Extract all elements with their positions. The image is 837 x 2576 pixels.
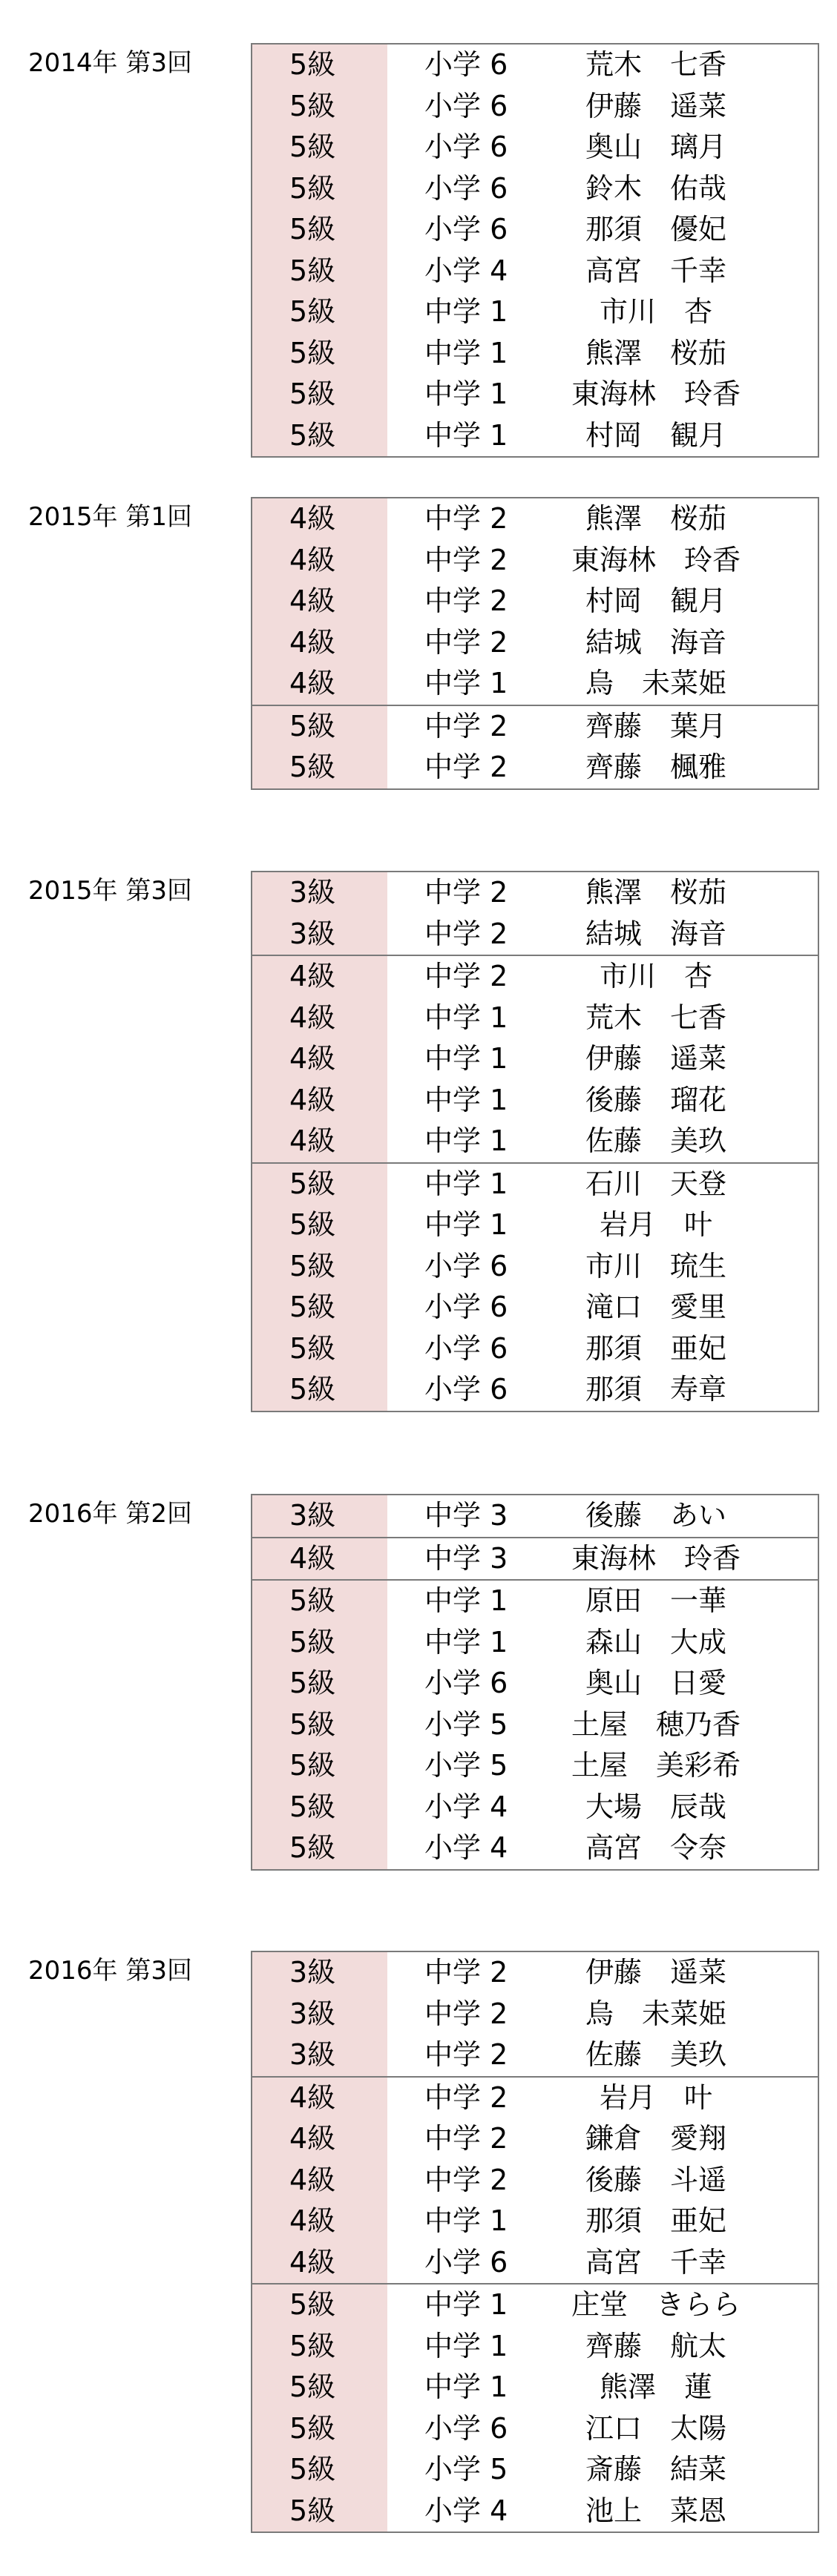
grade-cell: 小学 6 bbox=[424, 1249, 508, 1282]
table-row bbox=[252, 998, 818, 1039]
level-group bbox=[252, 1579, 818, 1869]
name-cell: 奥山 璃月 bbox=[585, 131, 726, 163]
grade-cell: 小学 5 bbox=[424, 1749, 508, 1782]
level-group bbox=[252, 1162, 818, 1411]
name-cell: 齊藤 楓雅 bbox=[585, 751, 726, 783]
name-cell: 鎌倉 愛翔 bbox=[585, 2122, 726, 2155]
grade-cell: 小学 4 bbox=[424, 2494, 508, 2527]
table-row bbox=[252, 2118, 818, 2160]
grade-cell: 中学 1 bbox=[424, 1208, 508, 1241]
name-cell: 石川 天登 bbox=[585, 1167, 726, 1200]
table-row bbox=[252, 498, 818, 540]
name-cell: 池上 菜恩 bbox=[585, 2494, 726, 2527]
table-row bbox=[252, 374, 818, 415]
name-cell: 熊澤 桜茄 bbox=[585, 876, 726, 909]
level-cell: 5級 bbox=[252, 2408, 387, 2450]
level-cell: 5級 bbox=[252, 706, 387, 748]
grade-cell: 中学 1 bbox=[424, 1584, 508, 1617]
table-row bbox=[252, 2201, 818, 2242]
name-cell: 土屋 穂乃香 bbox=[571, 1707, 741, 1741]
table-row bbox=[252, 251, 818, 292]
table-row bbox=[252, 2367, 818, 2408]
grade-cell: 小学 6 bbox=[424, 1291, 508, 1323]
name-cell: 伊藤 遥菜 bbox=[585, 1042, 726, 1075]
grade-cell: 小学 6 bbox=[424, 213, 508, 246]
level-cell: 3級 bbox=[252, 872, 387, 914]
name-cell: 那須 寿章 bbox=[585, 1373, 726, 1406]
table-row bbox=[252, 1369, 818, 1411]
level-cell: 5級 bbox=[252, 2449, 387, 2491]
grade-cell: 中学 2 bbox=[424, 1956, 508, 1989]
grade-cell: 中学 1 bbox=[424, 1042, 508, 1075]
table-row bbox=[252, 914, 818, 955]
name-cell: 伊藤 遥菜 bbox=[585, 1956, 726, 1989]
level-cell: 5級 bbox=[252, 1704, 387, 1746]
level-cell: 4級 bbox=[252, 540, 387, 582]
level-cell: 5級 bbox=[252, 168, 387, 210]
grade-cell: 中学 2 bbox=[424, 584, 508, 617]
name-cell: 森山 大成 bbox=[585, 1625, 726, 1658]
grade-cell: 中学 2 bbox=[424, 2122, 508, 2155]
level-cell: 4級 bbox=[252, 956, 387, 998]
level-group bbox=[252, 45, 818, 456]
table-row bbox=[252, 291, 818, 333]
table-row bbox=[252, 1287, 818, 1328]
level-group bbox=[252, 872, 818, 955]
grade-cell: 中学 1 bbox=[424, 1124, 508, 1157]
name-cell: 烏 未菜姫 bbox=[585, 667, 726, 699]
grade-cell: 中学 1 bbox=[424, 378, 508, 410]
grade-cell: 小学 6 bbox=[424, 131, 508, 163]
level-cell: 5級 bbox=[252, 1246, 387, 1288]
table-row bbox=[252, 415, 818, 457]
level-cell: 4級 bbox=[252, 998, 387, 1039]
name-cell: 村岡 観月 bbox=[585, 418, 726, 452]
grade-cell: 中学 2 bbox=[424, 751, 508, 783]
name-cell: 斎藤 結菜 bbox=[585, 2453, 726, 2486]
name-cell: 伊藤 遥菜 bbox=[585, 89, 726, 122]
level-cell: 5級 bbox=[252, 1328, 387, 1370]
level-cell: 5級 bbox=[252, 1622, 387, 1664]
level-cell: 5級 bbox=[252, 1287, 387, 1328]
level-cell: 4級 bbox=[252, 581, 387, 622]
table-row bbox=[252, 1704, 818, 1746]
grade-cell: 中学 1 bbox=[424, 1083, 508, 1116]
grade-cell: 中学 1 bbox=[424, 1167, 508, 1200]
table-row bbox=[252, 1205, 818, 1246]
table-row bbox=[252, 622, 818, 664]
name-cell: 熊澤 桜茄 bbox=[585, 502, 726, 535]
grade-cell: 中学 1 bbox=[424, 336, 508, 369]
name-cell: 岩月 叶 bbox=[599, 1208, 712, 1241]
session-table bbox=[251, 497, 819, 790]
level-cell: 5級 bbox=[252, 1205, 387, 1246]
level-group bbox=[252, 705, 818, 788]
table-row bbox=[252, 1952, 818, 1994]
level-cell: 5級 bbox=[252, 2367, 387, 2408]
level-cell: 5級 bbox=[252, 209, 387, 251]
grade-cell: 中学 2 bbox=[424, 917, 508, 950]
level-cell: 5級 bbox=[252, 127, 387, 168]
level-cell: 5級 bbox=[252, 747, 387, 788]
grade-cell: 中学 2 bbox=[424, 960, 508, 992]
name-cell: 後藤 瑠花 bbox=[585, 1083, 726, 1116]
name-cell: 那須 亜妃 bbox=[585, 2204, 726, 2237]
session-label: 2015年 第1回 bbox=[28, 502, 192, 532]
level-group bbox=[252, 1537, 818, 1580]
name-cell: 庄堂 きらら bbox=[571, 2288, 741, 2321]
table-row bbox=[252, 1164, 818, 1205]
level-cell: 4級 bbox=[252, 2160, 387, 2201]
session-table bbox=[251, 1494, 819, 1871]
level-cell: 4級 bbox=[252, 622, 387, 664]
grade-cell: 中学 1 bbox=[424, 667, 508, 699]
table-row bbox=[252, 956, 818, 998]
name-cell: 那須 優妃 bbox=[585, 213, 726, 246]
name-cell: 荒木 七香 bbox=[585, 48, 726, 81]
table-row bbox=[252, 1745, 818, 1787]
table-row bbox=[252, 2242, 818, 2284]
name-cell: 鈴木 佑哉 bbox=[585, 171, 726, 205]
grade-cell: 中学 1 bbox=[424, 295, 508, 328]
level-cell: 5級 bbox=[252, 415, 387, 457]
grade-cell: 中学 2 bbox=[424, 2163, 508, 2196]
name-cell: 東海林 玲香 bbox=[571, 543, 741, 576]
table-row bbox=[252, 1622, 818, 1664]
table-row bbox=[252, 2491, 818, 2532]
session-table bbox=[251, 871, 819, 1412]
table-row bbox=[252, 1828, 818, 1869]
name-cell: 東海林 玲香 bbox=[571, 378, 741, 410]
grade-cell: 中学 3 bbox=[424, 1499, 508, 1532]
level-cell: 5級 bbox=[252, 1745, 387, 1787]
name-cell: 後藤 あい bbox=[585, 1499, 726, 1532]
session-label: 2016年 第3回 bbox=[28, 1956, 192, 1986]
level-cell: 3級 bbox=[252, 1952, 387, 1994]
table-row bbox=[252, 1121, 818, 1162]
grade-cell: 中学 2 bbox=[424, 2081, 508, 2114]
grade-cell: 小学 6 bbox=[424, 2411, 508, 2445]
grade-cell: 小学 6 bbox=[424, 1373, 508, 1406]
grade-cell: 小学 4 bbox=[424, 1831, 508, 1864]
table-row bbox=[252, 706, 818, 748]
grade-cell: 中学 2 bbox=[424, 876, 508, 909]
grade-cell: 中学 2 bbox=[424, 625, 508, 659]
table-row bbox=[252, 2035, 818, 2076]
name-cell: 高宮 千幸 bbox=[585, 254, 726, 287]
level-cell: 5級 bbox=[252, 45, 387, 86]
table-row bbox=[252, 1538, 818, 1580]
table-row bbox=[252, 168, 818, 210]
table-row bbox=[252, 127, 818, 168]
name-cell: 奥山 日愛 bbox=[585, 1667, 726, 1699]
table-row bbox=[252, 1787, 818, 1828]
table-row bbox=[252, 663, 818, 705]
grade-cell: 小学 6 bbox=[424, 1667, 508, 1699]
grade-cell: 中学 2 bbox=[424, 2038, 508, 2071]
table-row bbox=[252, 540, 818, 582]
level-cell: 4級 bbox=[252, 1080, 387, 1121]
table-row bbox=[252, 1038, 818, 1080]
name-cell: 結城 海音 bbox=[585, 917, 726, 950]
name-cell: 市川 琉生 bbox=[585, 1249, 726, 1282]
table-row bbox=[252, 2408, 818, 2450]
table-row bbox=[252, 1581, 818, 1622]
level-cell: 4級 bbox=[252, 2118, 387, 2160]
grade-cell: 小学 5 bbox=[424, 1707, 508, 1741]
table-row bbox=[252, 872, 818, 914]
grade-cell: 小学 4 bbox=[424, 1790, 508, 1823]
name-cell: 那須 亜妃 bbox=[585, 1331, 726, 1365]
level-cell: 5級 bbox=[252, 333, 387, 375]
level-cell: 3級 bbox=[252, 1495, 387, 1537]
grade-cell: 中学 2 bbox=[424, 543, 508, 576]
session-label: 2014年 第3回 bbox=[28, 48, 192, 78]
table-row bbox=[252, 581, 818, 622]
grade-cell: 小学 6 bbox=[424, 89, 508, 122]
level-cell: 3級 bbox=[252, 2035, 387, 2076]
name-cell: 村岡 観月 bbox=[585, 584, 726, 617]
grade-cell: 中学 2 bbox=[424, 709, 508, 742]
level-cell: 5級 bbox=[252, 1663, 387, 1704]
name-cell: 高宮 令奈 bbox=[585, 1831, 726, 1864]
table-row bbox=[252, 86, 818, 128]
session-table bbox=[251, 1951, 819, 2533]
grade-cell: 小学 6 bbox=[424, 1331, 508, 1365]
level-cell: 5級 bbox=[252, 374, 387, 415]
grade-cell: 中学 1 bbox=[424, 1625, 508, 1658]
level-cell: 5級 bbox=[252, 1581, 387, 1622]
name-cell: 齊藤 航太 bbox=[585, 2329, 726, 2362]
grade-cell: 中学 1 bbox=[424, 418, 508, 452]
level-cell: 3級 bbox=[252, 1994, 387, 2035]
grade-cell: 中学 1 bbox=[424, 2371, 508, 2403]
grade-cell: 中学 2 bbox=[424, 1997, 508, 2030]
level-cell: 5級 bbox=[252, 1369, 387, 1411]
level-group bbox=[252, 955, 818, 1162]
name-cell: 土屋 美彩希 bbox=[571, 1749, 741, 1782]
level-group bbox=[252, 1952, 818, 2076]
level-cell: 5級 bbox=[252, 1164, 387, 1205]
name-cell: 佐藤 美玖 bbox=[585, 2038, 726, 2071]
table-row bbox=[252, 2078, 818, 2119]
name-cell: 佐藤 美玖 bbox=[585, 1124, 726, 1157]
name-cell: 荒木 七香 bbox=[585, 1001, 726, 1034]
session-label: 2015年 第3回 bbox=[28, 876, 192, 906]
name-cell: 東海林 玲香 bbox=[571, 1541, 741, 1575]
level-cell: 5級 bbox=[252, 1828, 387, 1869]
grade-cell: 中学 1 bbox=[424, 1001, 508, 1034]
level-cell: 5級 bbox=[252, 291, 387, 333]
grade-cell: 中学 1 bbox=[424, 2329, 508, 2362]
table-row bbox=[252, 45, 818, 86]
table-row bbox=[252, 2449, 818, 2491]
table-row bbox=[252, 2285, 818, 2326]
level-cell: 5級 bbox=[252, 1787, 387, 1828]
session-label: 2016年 第2回 bbox=[28, 1499, 192, 1529]
table-row bbox=[252, 1328, 818, 1370]
grade-cell: 中学 2 bbox=[424, 502, 508, 535]
grade-cell: 中学 1 bbox=[424, 2288, 508, 2321]
name-cell: 熊澤 蓮 bbox=[599, 2371, 712, 2403]
level-group bbox=[252, 2076, 818, 2284]
level-cell: 4級 bbox=[252, 2242, 387, 2284]
name-cell: 熊澤 桜茄 bbox=[585, 336, 726, 369]
level-group bbox=[252, 1495, 818, 1537]
level-cell: 5級 bbox=[252, 2326, 387, 2368]
level-cell: 5級 bbox=[252, 251, 387, 292]
table-row bbox=[252, 747, 818, 788]
table-row bbox=[252, 1246, 818, 1288]
grade-cell: 小学 5 bbox=[424, 2453, 508, 2486]
name-cell: 江口 太陽 bbox=[585, 2411, 726, 2445]
name-cell: 市川 杏 bbox=[599, 960, 712, 992]
level-cell: 4級 bbox=[252, 2078, 387, 2119]
name-cell: 岩月 叶 bbox=[599, 2081, 712, 2114]
name-cell: 烏 未菜姫 bbox=[585, 1997, 726, 2030]
level-cell: 5級 bbox=[252, 86, 387, 128]
table-row bbox=[252, 1994, 818, 2035]
level-cell: 4級 bbox=[252, 1038, 387, 1080]
level-cell: 3級 bbox=[252, 914, 387, 955]
table-row bbox=[252, 333, 818, 375]
name-cell: 高宮 千幸 bbox=[585, 2245, 726, 2279]
level-cell: 4級 bbox=[252, 663, 387, 705]
grade-cell: 小学 4 bbox=[424, 254, 508, 287]
level-group bbox=[252, 2283, 818, 2531]
table-row bbox=[252, 1080, 818, 1121]
table-row bbox=[252, 2160, 818, 2201]
name-cell: 大場 辰哉 bbox=[585, 1790, 726, 1823]
level-group bbox=[252, 498, 818, 705]
level-cell: 4級 bbox=[252, 1121, 387, 1162]
table-row bbox=[252, 2326, 818, 2368]
name-cell: 市川 杏 bbox=[599, 295, 712, 328]
level-cell: 4級 bbox=[252, 2201, 387, 2242]
session-table bbox=[251, 43, 819, 458]
grade-cell: 中学 1 bbox=[424, 2204, 508, 2237]
level-cell: 5級 bbox=[252, 2285, 387, 2326]
table-row bbox=[252, 1495, 818, 1537]
grade-cell: 小学 6 bbox=[424, 2245, 508, 2279]
table-row bbox=[252, 209, 818, 251]
name-cell: 滝口 愛里 bbox=[585, 1291, 726, 1323]
table-row bbox=[252, 1663, 818, 1704]
level-cell: 4級 bbox=[252, 498, 387, 540]
name-cell: 後藤 斗遥 bbox=[585, 2163, 726, 2196]
grade-cell: 小学 6 bbox=[424, 48, 508, 81]
level-cell: 4級 bbox=[252, 1538, 387, 1580]
name-cell: 原田 一華 bbox=[585, 1584, 726, 1617]
grade-cell: 小学 6 bbox=[424, 171, 508, 205]
grade-cell: 中学 3 bbox=[424, 1541, 508, 1575]
name-cell: 齊藤 葉月 bbox=[585, 709, 726, 742]
name-cell: 結城 海音 bbox=[585, 625, 726, 659]
level-cell: 5級 bbox=[252, 2491, 387, 2532]
